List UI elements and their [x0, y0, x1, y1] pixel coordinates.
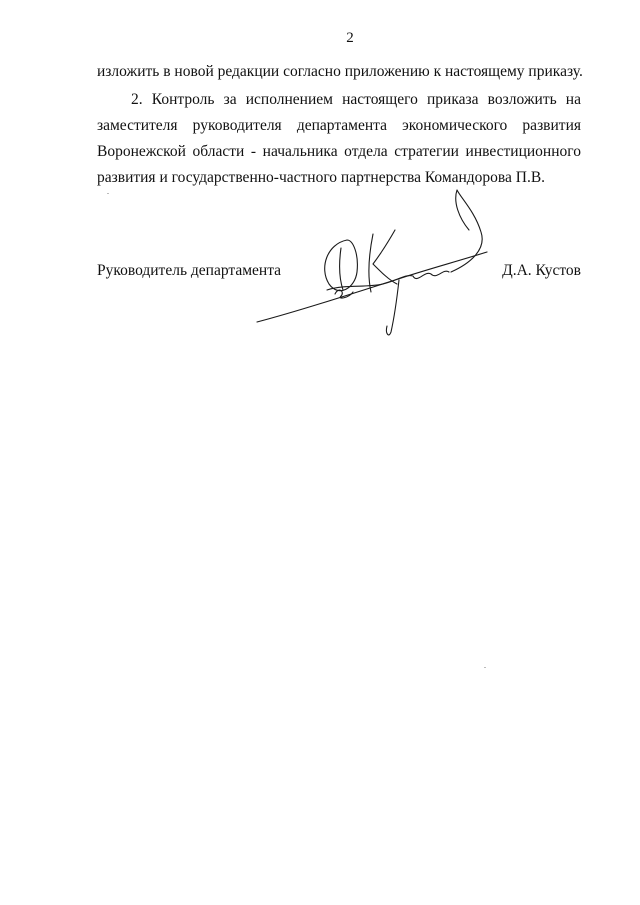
signer-position: Руководитель департамента: [97, 262, 282, 279]
handwritten-signature: [255, 188, 495, 338]
page-number: 2: [346, 30, 354, 46]
body-line-3: заместителя руководителя департамента экономического развития: [97, 117, 581, 134]
body-line-4: Воронежской области - начальника отдела стратегии инвестиционного: [97, 143, 581, 160]
signer-name: Д.А. Кустов: [502, 262, 581, 279]
body-line-2: 2. Контроль за исполнением настоящего приказа возложить на: [131, 91, 581, 108]
body-line-1: изложить в новой редакции согласно приложению к настоящему приказу.: [97, 63, 583, 80]
scan-speck: [484, 667, 486, 668]
body-line-5: развития и государственно-частного партнерства Командорова П.В.: [97, 169, 546, 186]
scan-speck: [107, 193, 109, 194]
